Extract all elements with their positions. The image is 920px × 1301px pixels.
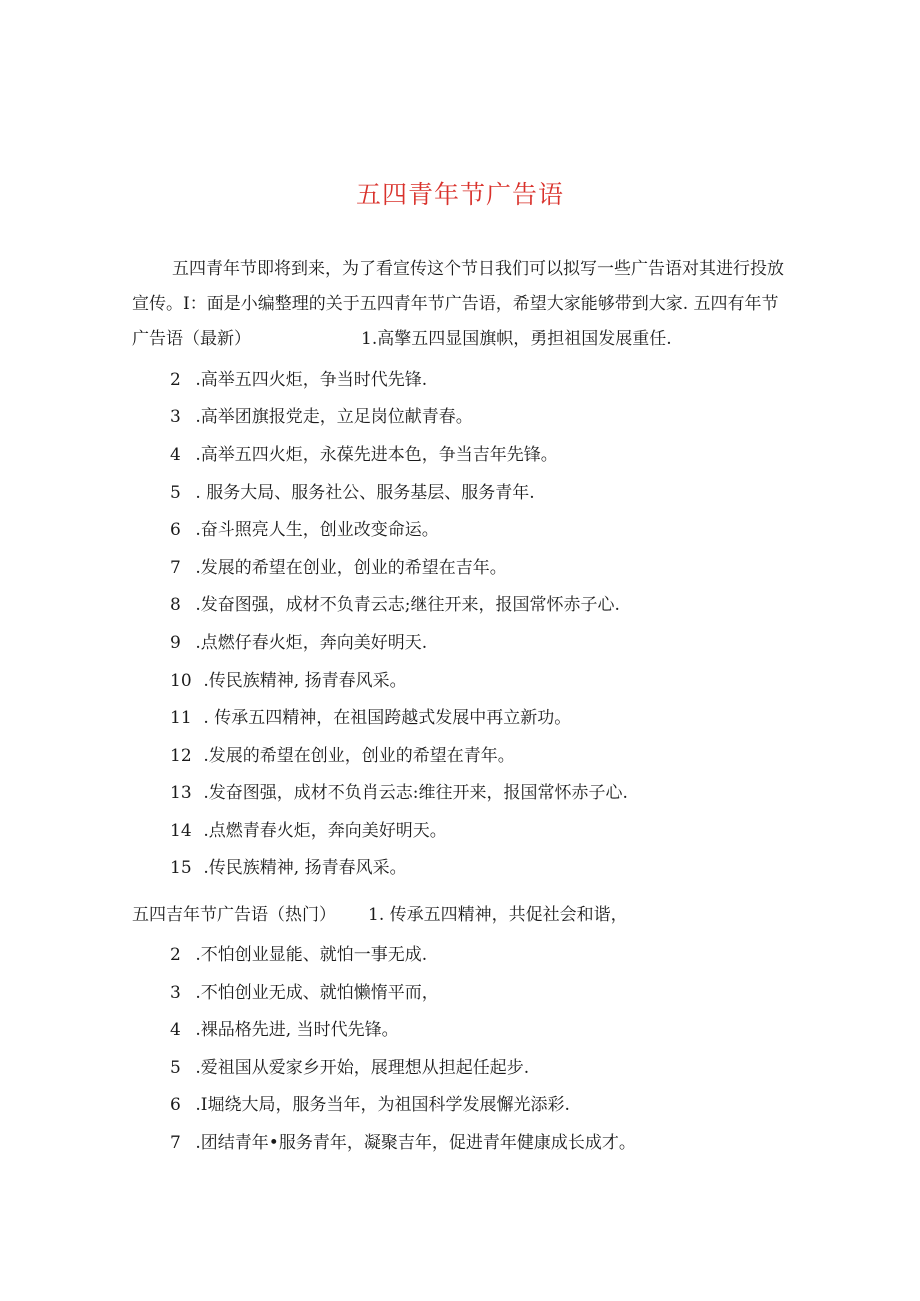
list2-item [170, 1128, 636, 1153]
intro-line-3 [132, 322, 792, 357]
item-number: 6 [170, 520, 181, 540]
item-text: .发展的希望在创业，创业的希望在吉年。 [195, 558, 507, 578]
list2-item [170, 1015, 399, 1040]
item-number: 3 [170, 407, 181, 427]
list1-item [170, 515, 439, 540]
item-text: .不怕创业无成、就怕懒惰平而， [195, 983, 439, 1003]
list1-item-1: 1.高擎五四显国旗帜，勇担祖国发展重任. [361, 329, 672, 349]
section-heading-hot-line [132, 900, 628, 925]
item-number: 13 [170, 783, 192, 803]
item-text: .发展的希望在创业，创业的希望在青年。 [203, 746, 515, 766]
item-number: 4 [170, 445, 181, 465]
list2-item [170, 978, 439, 1003]
intro-line-2: 宣传。I：面是小编整理的关于五四青年节广告语，希望大家能够带到大家. 五四有年节 [132, 294, 779, 314]
section-heading-latest: 广告语（最新） [132, 329, 251, 349]
list1-item [170, 741, 515, 766]
item-number: 5 [170, 483, 181, 503]
item-number: 8 [170, 595, 181, 615]
item-text: .发奋图强，成材不负青云志;继往开来，报国常怀赤子心. [195, 595, 620, 615]
item-text: .点燃青春火炬，奔向美好明天。 [203, 821, 447, 841]
item-number: 10 [170, 671, 192, 691]
list2-item [170, 1053, 529, 1078]
item-text: .高举五四火炬，永葆先进本色，争当吉年先锋。 [195, 445, 558, 465]
item-text: .高举团旗报党走，立足岗位献青春。 [195, 407, 473, 427]
list2-item-1: 1. 传承五四精神，共促社会和谐， [368, 905, 628, 925]
list1-item [170, 703, 571, 728]
item-text: .奋斗照亮人生，创业改变命运。 [195, 520, 439, 540]
item-text: .爱祖国从爱家乡开始，展理想从担起任起步. [195, 1058, 530, 1078]
list1-item [170, 816, 447, 841]
item-number: 5 [170, 1058, 181, 1078]
item-number: 2 [170, 945, 181, 965]
item-number: 14 [170, 821, 192, 841]
item-text: .传民族精神, 扬青春风采。 [203, 671, 407, 691]
list1-item [170, 440, 558, 465]
list1-item [170, 553, 507, 578]
item-number: 2 [170, 370, 181, 390]
section-heading-hot: 五四吉年节广告语（热门） [132, 905, 336, 925]
list1-item [170, 478, 535, 503]
item-text: .传民族精神, 扬青春风采。 [203, 858, 407, 878]
list2-item [170, 940, 427, 965]
item-number: 9 [170, 633, 181, 653]
item-number: 11 [170, 708, 192, 728]
list1-item [170, 628, 427, 653]
item-text: .不怕创业显能、就怕一事无成. [195, 945, 428, 965]
item-text: .裸品格先进, 当时代先锋。 [195, 1020, 399, 1040]
item-text: . 服务大局、服务社公、服务基层、服务青年. [195, 483, 535, 503]
intro-paragraph [132, 252, 792, 357]
item-number: 7 [170, 558, 181, 578]
list1-item [170, 853, 407, 878]
item-text: .团结青年•服务青年，凝聚吉年，促进青年健康成长成才。 [195, 1133, 636, 1153]
item-number: 12 [170, 746, 192, 766]
item-number: 6 [170, 1095, 181, 1115]
list1-item [170, 590, 620, 615]
item-text: .点燃仔春火炬，奔向美好明天. [195, 633, 428, 653]
intro-line-1: 五四青年节即将到来，为了看宣传这个节日我们可以拟写一些广告语对其进行投放 [172, 259, 784, 279]
list2-item [170, 1090, 570, 1115]
page-title: 五四青年节广告语 [355, 180, 564, 209]
list1-item [170, 666, 407, 691]
item-text: . 传承五四精神，在祖国跨越式发展中再立新功。 [203, 708, 572, 728]
list1-item [170, 365, 427, 390]
item-text: .高举五四火炬，争当时代先锋. [195, 370, 428, 390]
item-number: 3 [170, 983, 181, 1003]
list1-item [170, 778, 628, 803]
item-text: .发奋图强，成材不负肖云志:维往开来，报国常怀赤子心. [203, 783, 628, 803]
list1-item [170, 402, 473, 427]
item-text: .I堀绕大局，服务当年，为祖国科学发展懈光添彩. [195, 1095, 570, 1115]
item-number: 15 [170, 858, 192, 878]
item-number: 7 [170, 1133, 181, 1153]
item-number: 4 [170, 1020, 181, 1040]
